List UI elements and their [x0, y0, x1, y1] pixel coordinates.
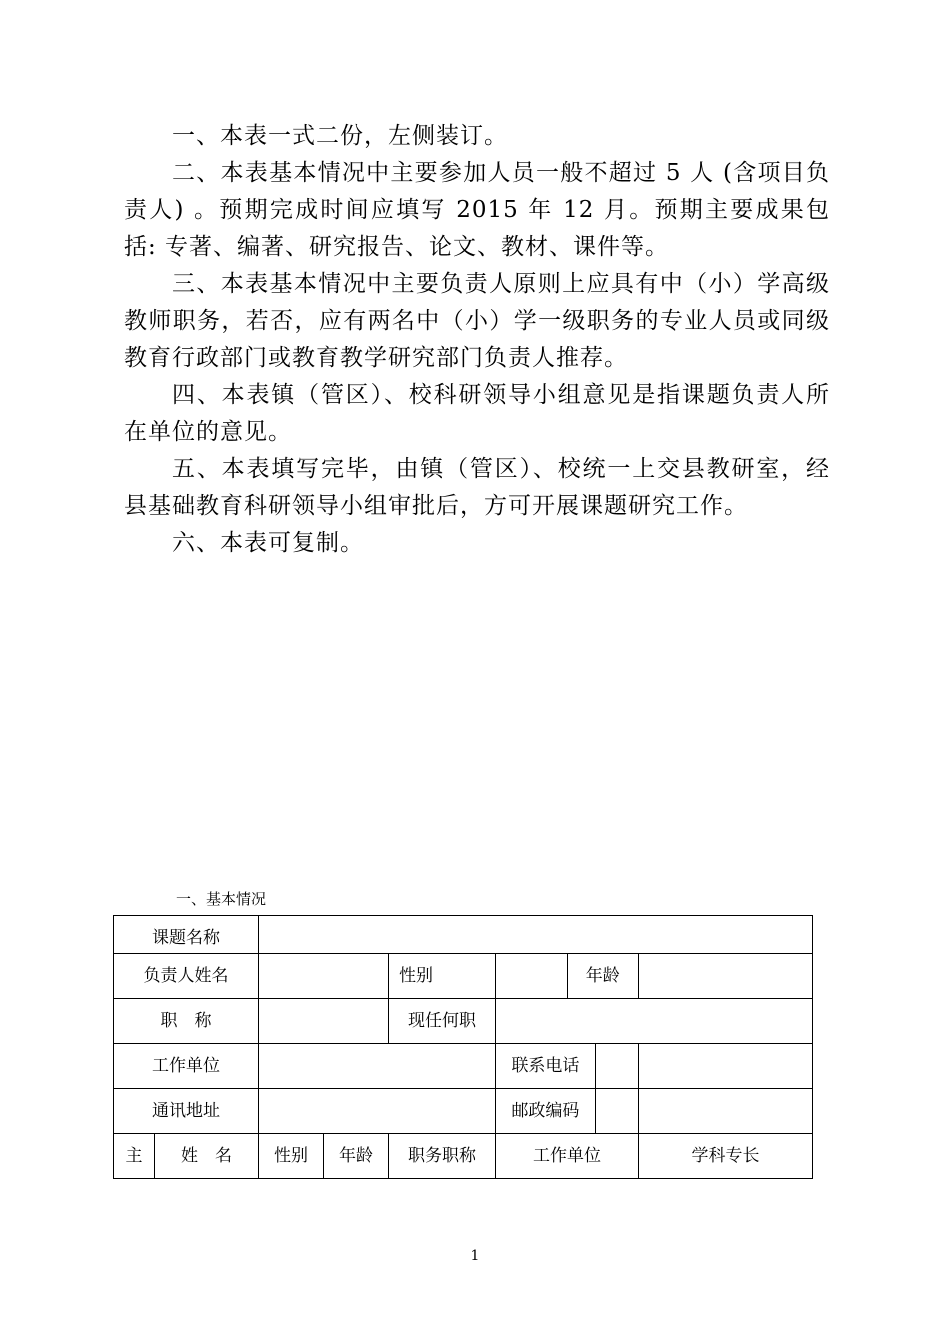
- label-age: 年龄: [585, 966, 620, 986]
- label-work-unit: 工作单位: [114, 1044, 259, 1089]
- note-4: 四、本表镇（管区）、校科研领导小组意见是指课题负责人所在单位的意见。: [124, 382, 830, 445]
- gender-age-split: [496, 954, 638, 998]
- table-row: [114, 1044, 813, 1089]
- note-5: 五、本表填写完毕，由镇（管区）、校统一上交县教研室，经县基础教育科研领导小组审批后，方可开展课题研究工作。: [124, 456, 830, 519]
- phone-split: [496, 1044, 638, 1088]
- note-6: 六、本表可复制。: [172, 530, 364, 556]
- label-postcode-cell: [496, 1089, 639, 1134]
- postcode-split: [496, 1089, 638, 1133]
- field-address[interactable]: [259, 1089, 496, 1134]
- header-main: 主: [114, 1134, 155, 1179]
- field-work-unit[interactable]: [259, 1044, 496, 1089]
- section-title: 一、基本情况: [176, 890, 267, 908]
- basic-info-table: [113, 915, 813, 1179]
- table-row: [114, 999, 813, 1044]
- note-1: 一、本表一式二份，左侧装订。: [172, 123, 508, 149]
- field-postcode-left[interactable]: [595, 1089, 638, 1133]
- field-gender[interactable]: [496, 954, 567, 998]
- label-phone: 联系电话: [496, 1044, 595, 1088]
- field-current-post[interactable]: [496, 999, 813, 1044]
- instructions: [124, 118, 830, 562]
- label-address: 通讯地址: [114, 1089, 259, 1134]
- table-row: [114, 1089, 813, 1134]
- header-age: 年龄: [324, 1134, 389, 1179]
- table-row: [114, 916, 813, 954]
- label-postcode: 邮政编码: [496, 1089, 595, 1133]
- label-title: 职 称: [114, 999, 259, 1044]
- header-position: 职务职称: [389, 1134, 496, 1179]
- header-name: 姓 名: [155, 1134, 259, 1179]
- label-gender-text: 性别: [399, 966, 433, 986]
- field-age[interactable]: [639, 954, 813, 999]
- table-row: [114, 954, 813, 999]
- header-gender: 性别: [259, 1134, 324, 1179]
- header-specialty: 学科专长: [639, 1134, 813, 1179]
- field-leader-name[interactable]: [259, 954, 389, 999]
- header-unit: 工作单位: [496, 1134, 639, 1179]
- label-topic-name: 课题名称: [114, 916, 259, 954]
- label-gender: [389, 954, 496, 999]
- gender-age-cell: [496, 954, 639, 999]
- label-current-post: 现任何职: [389, 999, 496, 1044]
- page-number: 1: [470, 1248, 480, 1264]
- field-topic-name[interactable]: [259, 916, 813, 954]
- note-3: 三、本表基本情况中主要负责人原则上应具有中（小）学高级教师职务，若否，应有两名中（小）学一级职务的专业人员或同级教育行政部门或教育教学研究部门负责人推荐。: [124, 271, 830, 371]
- field-postcode[interactable]: [639, 1089, 813, 1134]
- field-phone-left[interactable]: [595, 1044, 638, 1088]
- field-phone[interactable]: [639, 1044, 813, 1089]
- table-row: [114, 1134, 813, 1179]
- note-2: 二、本表基本情况中主要参加人员一般不超过 5 人 (含项目负责人) 。预期完成时间应填写 2015 年 12 月。预期主要成果包括: 专著、编著、研究报告、论文、教材、课件等。: [124, 160, 830, 260]
- label-leader-name: 负责人姓名: [114, 954, 259, 999]
- label-phone-cell: [496, 1044, 639, 1089]
- field-title[interactable]: [259, 999, 389, 1044]
